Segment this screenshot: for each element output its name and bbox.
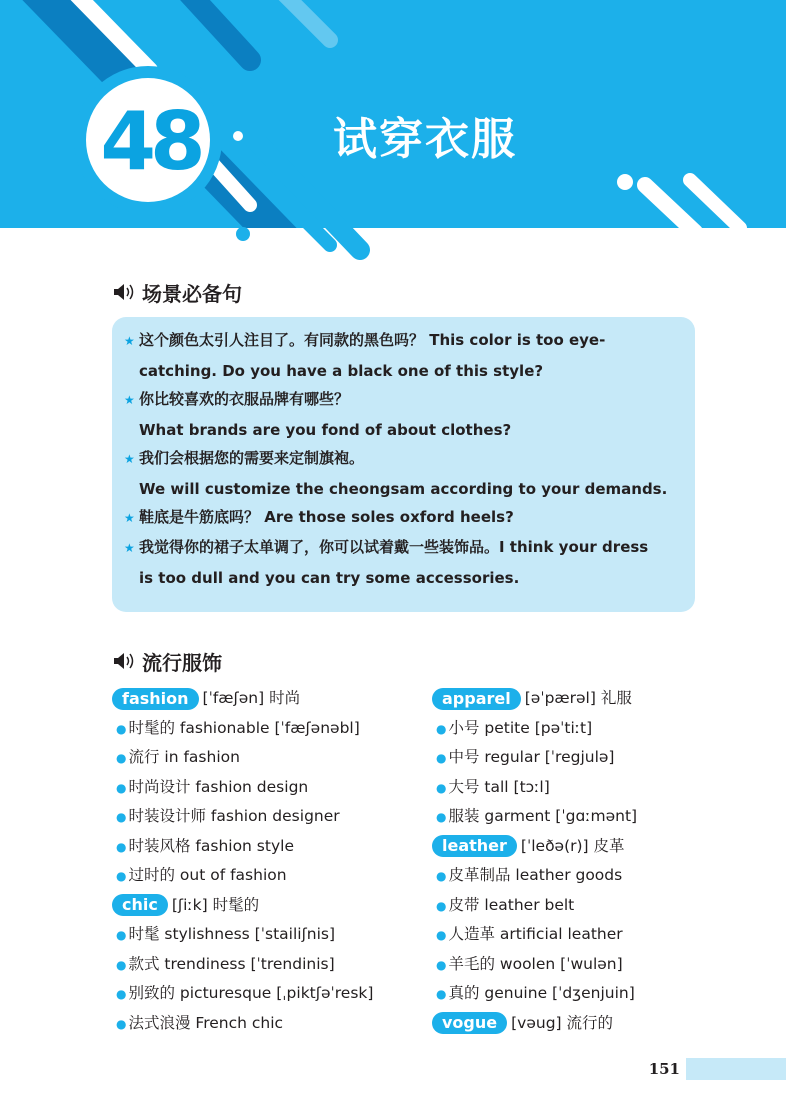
page-footer-bar [686, 1058, 786, 1080]
vocab-item [112, 920, 432, 950]
vocab-item [432, 891, 752, 921]
star-icon: ★ [124, 541, 135, 555]
vocab-item-text: 款式 trendiness [ˈtrendinis] [128, 954, 335, 973]
bullet-icon: ● [436, 721, 447, 736]
headword-badge: vogue [432, 1012, 507, 1034]
vocab-item-text: 真的 genuine [ˈdʒenjuin] [448, 984, 635, 1002]
vocab-item-text: 流行 in fashion [128, 748, 240, 766]
sentence-line: What brands are you fond of about clothes? [139, 420, 512, 439]
vocab-item [112, 743, 432, 773]
bullet-icon: ● [116, 1016, 127, 1031]
sentence-item [124, 326, 684, 386]
bullet-icon: ● [436, 751, 447, 765]
vocab-item [432, 861, 752, 891]
vocab-item-text: 小号 petite [pəˈtiːt] [448, 718, 593, 737]
vocab-headword-row [112, 891, 432, 921]
star-icon: ★ [124, 393, 135, 407]
headword-definition: [vəug] 流行的 [511, 1013, 614, 1032]
sentence-line: catching. Do you have a black one of this style? [139, 361, 544, 380]
bullet-icon: ● [436, 987, 447, 1001]
bullet-icon: ● [116, 987, 127, 1001]
vocab-item-text: 时装设计师 fashion designer [128, 807, 340, 825]
vocab-item-text: 大号 tall [tɔːl] [448, 777, 550, 796]
vocab-headword-row [432, 1009, 752, 1039]
speaker-icon[interactable] [112, 650, 138, 672]
headword-badge: leather [432, 835, 517, 857]
lesson-number: 48 [100, 95, 200, 188]
vocab-headword-row [432, 832, 752, 862]
bullet-icon: ● [116, 780, 127, 795]
vocab-item [112, 832, 432, 862]
star-icon: ★ [124, 452, 135, 466]
headword-definition: [ˈfæʃən] 时尚 [202, 689, 301, 707]
vocab-item-text: 皮带 leather belt [448, 895, 575, 914]
vocab-column-right [432, 684, 752, 1038]
vocab-item-text: 时装风格 fashion style [128, 836, 294, 855]
sentence-line: 这个颜色太引人注目了。有同款的黑色吗？ This color is too eye- [139, 331, 606, 349]
vocab-item-text: 时髦 stylishness [ˈstailiʃnis] [128, 925, 336, 943]
bullet-icon: ● [436, 957, 447, 972]
sentence-line: 我们会根据您的需要来定制旗袍。 [139, 449, 365, 467]
vocab-column-left [112, 684, 432, 1038]
sentence-line: 鞋底是牛筋底吗？ Are those soles oxford heels? [139, 508, 514, 526]
vocab-item [432, 979, 752, 1009]
bullet-icon: ● [436, 898, 447, 913]
vocab-item [432, 714, 752, 744]
vocab-item-text: 人造革 artificial leather [448, 925, 623, 943]
bullet-icon: ● [116, 839, 127, 854]
sentence-item [124, 385, 684, 445]
speaker-icon[interactable] [112, 281, 138, 303]
bullet-icon: ● [436, 810, 447, 824]
headword-badge: fashion [112, 688, 199, 710]
vocab-item [432, 773, 752, 803]
section-heading-sentences [112, 277, 242, 307]
lesson-title: 试穿衣服 [333, 114, 517, 165]
vocab-item-text: 服装 garment [ˈgɑːmənt] [448, 807, 638, 825]
vocab-item [432, 743, 752, 773]
vocab-item [432, 802, 752, 832]
headword-badge: chic [112, 894, 168, 916]
vocab-item-text: 羊毛的 woolen [ˈwulən] [448, 954, 623, 973]
vocab-item [112, 802, 432, 832]
sentence-line: 你比较喜欢的衣服品牌有哪些？ [139, 390, 350, 408]
sentence-line: 我觉得你的裙子太单调了，你可以试着戴一些装饰品。I think your dress [139, 538, 649, 556]
bullet-icon: ● [116, 721, 127, 736]
bullet-icon: ● [436, 780, 447, 795]
sentence-item [124, 503, 684, 534]
vocab-item [112, 979, 432, 1009]
headword-badge: apparel [432, 688, 521, 710]
vocab-item [112, 714, 432, 744]
vocab-item-text: 时尚设计 fashion design [128, 777, 309, 796]
vocab-item-text: 过时的 out of fashion [128, 866, 287, 884]
vocab-item [112, 1009, 432, 1039]
sentence-line: is too dull and you can try some accessories. [139, 568, 520, 587]
bullet-icon: ● [116, 810, 127, 824]
bullet-icon: ● [436, 869, 447, 883]
section-title: 流行服饰 [142, 650, 222, 675]
vocab-item-text: 皮革制品 leather goods [448, 866, 623, 884]
page-number: 151 [648, 1060, 680, 1078]
bullet-icon: ● [436, 928, 447, 942]
bullet-icon: ● [116, 928, 127, 942]
bullet-icon: ● [116, 869, 127, 883]
sentence-line: We will customize the cheongsam according to your demands. [139, 479, 668, 498]
section-title: 场景必备句 [142, 281, 242, 306]
headword-definition: [əˈpærəl] 礼服 [524, 689, 632, 707]
headword-definition: [ʃiːk] 时髦的 [171, 895, 260, 914]
vocab-headword-row [112, 684, 432, 714]
bullet-icon: ● [116, 957, 127, 972]
star-icon: ★ [124, 334, 135, 348]
vocab-item [432, 920, 752, 950]
sentence-item [124, 444, 684, 504]
headword-definition: [ˈleðə(r)] 皮革 [520, 836, 625, 855]
section-heading-vocab [112, 646, 222, 676]
star-icon: ★ [124, 511, 135, 525]
vocab-item [112, 861, 432, 891]
vocab-item-text: 别致的 picturesque [ˌpiktʃəˈresk] [128, 984, 374, 1002]
sentence-item [124, 533, 684, 593]
vocab-item-text: 中号 regular [ˈregjulə] [448, 748, 615, 766]
vocab-item [112, 773, 432, 803]
bullet-icon: ● [116, 751, 127, 765]
vocab-item [432, 950, 752, 980]
vocab-headword-row [432, 684, 752, 714]
vocab-item-text: 法式浪漫 French chic [128, 1013, 284, 1032]
vocab-item [112, 950, 432, 980]
vocab-item-text: 时髦的 fashionable [ˈfæʃənəbl] [128, 718, 360, 737]
lesson-header-banner [0, 0, 786, 270]
